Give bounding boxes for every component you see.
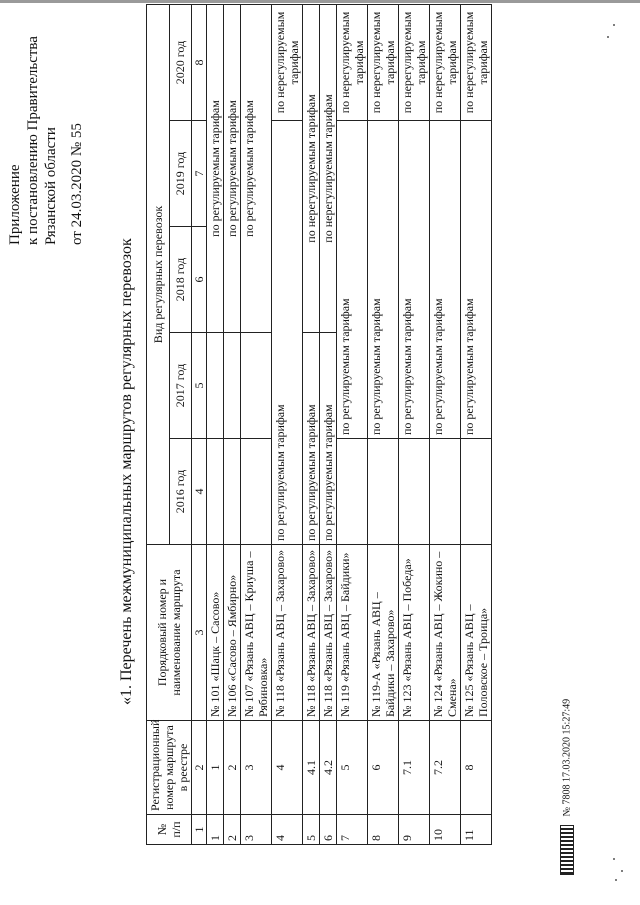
table-row <box>399 4 430 844</box>
table-row <box>272 4 303 844</box>
registry-number: 6 <box>368 721 399 815</box>
table-row <box>430 4 461 844</box>
column-number: 3 <box>192 545 207 721</box>
route-name: № 118 «Рязань АВЦ – Захарово» <box>320 545 337 721</box>
header-year: 2020 год <box>169 4 192 120</box>
tariff-cell: по регулируемым тарифам <box>272 121 303 545</box>
tariff-cell: по нерегулируемым тарифам <box>303 4 320 332</box>
registry-number: 2 <box>224 721 241 815</box>
empty-cell <box>399 439 430 545</box>
tariff-cell: по нерегулируемым тарифам <box>337 4 368 120</box>
empty-cell <box>461 439 492 545</box>
route-name: № 118 «Рязань АВЦ – Захарово» <box>272 545 303 721</box>
tariff-cell: по регулируемым тарифам <box>224 4 241 332</box>
document-title: «1. Перечень межмуниципальных маршрутов регулярных перевозок <box>118 238 135 705</box>
column-number: 1 <box>192 815 207 845</box>
header-year: 2018 год <box>169 227 192 333</box>
table-row <box>337 4 368 844</box>
tariff-cell: по нерегулируемым тарифам <box>320 4 337 332</box>
column-number: 8 <box>192 4 207 120</box>
column-number: 2 <box>192 721 207 815</box>
registry-number: 3 <box>241 721 272 815</box>
empty-cell <box>241 439 272 545</box>
route-name: № 125 «Рязань АВЦ – Половское – Троица» <box>461 545 492 721</box>
scan-speck-icon <box>600 5 630 45</box>
registry-number: 7.2 <box>430 721 461 815</box>
table-row <box>303 4 320 844</box>
header-type-group: Вид регулярных перевозок <box>147 4 170 544</box>
registry-number: 1 <box>207 721 224 815</box>
route-name: № 107 «Рязань АВЦ – Криуша – Рябиновка» <box>241 545 272 721</box>
row-number: 5 <box>303 815 320 845</box>
row-number: 4 <box>272 815 303 845</box>
row-number: 11 <box>461 815 492 845</box>
route-name: № 124 «Рязань АВЦ – Жокино – Смена» <box>430 545 461 721</box>
row-number: 7 <box>337 815 368 845</box>
row-number: 3 <box>241 815 272 845</box>
empty-cell <box>207 333 224 439</box>
table-row <box>241 4 272 844</box>
empty-cell <box>430 439 461 545</box>
empty-cell <box>337 439 368 545</box>
appendix-date: от 24.03.2020 № 55 <box>69 123 85 245</box>
registry-number: 4.2 <box>320 721 337 815</box>
empty-cell <box>224 439 241 545</box>
row-number: 2 <box>224 815 241 845</box>
row-number: 9 <box>399 815 430 845</box>
header-year: 2016 год <box>169 439 192 545</box>
empty-cell <box>368 439 399 545</box>
header-num: № п/п <box>147 815 192 845</box>
registry-number: 7.1 <box>399 721 430 815</box>
table-row <box>320 4 337 844</box>
tariff-cell: по нерегулируемым тарифам <box>461 4 492 120</box>
column-number-row <box>192 4 207 844</box>
route-name: № 119-А «Рязань АВЦ – Байдики – Захарово» <box>368 545 399 721</box>
registry-number: 5 <box>337 721 368 815</box>
empty-cell <box>207 439 224 545</box>
column-number: 4 <box>192 439 207 545</box>
column-number: 6 <box>192 227 207 333</box>
stamp-text: № 7808 17.03.2020 15:27:49 <box>561 698 573 817</box>
tariff-cell: по регулируемым тарифам <box>337 121 368 439</box>
table-row <box>207 4 224 844</box>
appendix-line: Рязанской области <box>43 127 59 245</box>
tariff-cell: по регулируемым тарифам <box>320 333 337 545</box>
header-year: 2017 год <box>169 333 192 439</box>
tariff-cell: по нерегулируемым тарифам <box>399 4 430 120</box>
routes-table-body <box>207 4 492 844</box>
column-number: 5 <box>192 333 207 439</box>
tariff-cell: по нерегулируемым тарифам <box>430 4 461 120</box>
barcode-icon <box>560 825 574 875</box>
table-row <box>461 4 492 844</box>
empty-cell <box>224 333 241 439</box>
route-name: № 106 «Сасово – Ямбирно» <box>224 545 241 721</box>
route-name: № 123 «Рязань АВЦ – Победа» <box>399 545 430 721</box>
tariff-cell: по регулируемым тарифам <box>303 333 320 545</box>
header-year: 2019 год <box>169 121 192 227</box>
tariff-cell: по регулируемым тарифам <box>241 4 272 332</box>
appendix-block <box>6 15 86 245</box>
routes-table <box>146 4 492 845</box>
column-number: 7 <box>192 121 207 227</box>
tariff-cell: по регулируемым тарифам <box>368 121 399 439</box>
route-name: № 119 «Рязань АВЦ – Байдики» <box>337 545 368 721</box>
route-name: № 118 «Рязань АВЦ – Захарово» <box>303 545 320 721</box>
row-number: 6 <box>320 815 337 845</box>
appendix-line: Приложение <box>7 164 23 245</box>
header-reg: Регистрационный номер маршрута в реестре <box>147 721 192 815</box>
table-row <box>368 4 399 844</box>
table-row <box>224 4 241 844</box>
row-number: 1 <box>207 815 224 845</box>
registry-number: 4.1 <box>303 721 320 815</box>
registry-number: 8 <box>461 721 492 815</box>
route-name: № 101 «Шацк – Сасово» <box>207 545 224 721</box>
appendix-line: к постановлению Правительства <box>25 36 41 245</box>
registry-number: 4 <box>272 721 303 815</box>
empty-cell <box>241 333 272 439</box>
tariff-cell: по регулируемым тарифам <box>207 4 224 332</box>
tariff-cell: по нерегулируемым тарифам <box>272 4 303 120</box>
tariff-cell: по регулируемым тарифам <box>430 121 461 439</box>
registration-stamp <box>560 699 574 875</box>
tariff-cell: по регулируемым тарифам <box>461 121 492 439</box>
header-route: Порядковый номер и наименование маршрута <box>147 545 192 721</box>
row-number: 10 <box>430 815 461 845</box>
tariff-cell: по регулируемым тарифам <box>399 121 430 439</box>
tariff-cell: по нерегулируемым тарифам <box>368 4 399 120</box>
scan-speck-icon <box>610 845 640 885</box>
row-number: 8 <box>368 815 399 845</box>
